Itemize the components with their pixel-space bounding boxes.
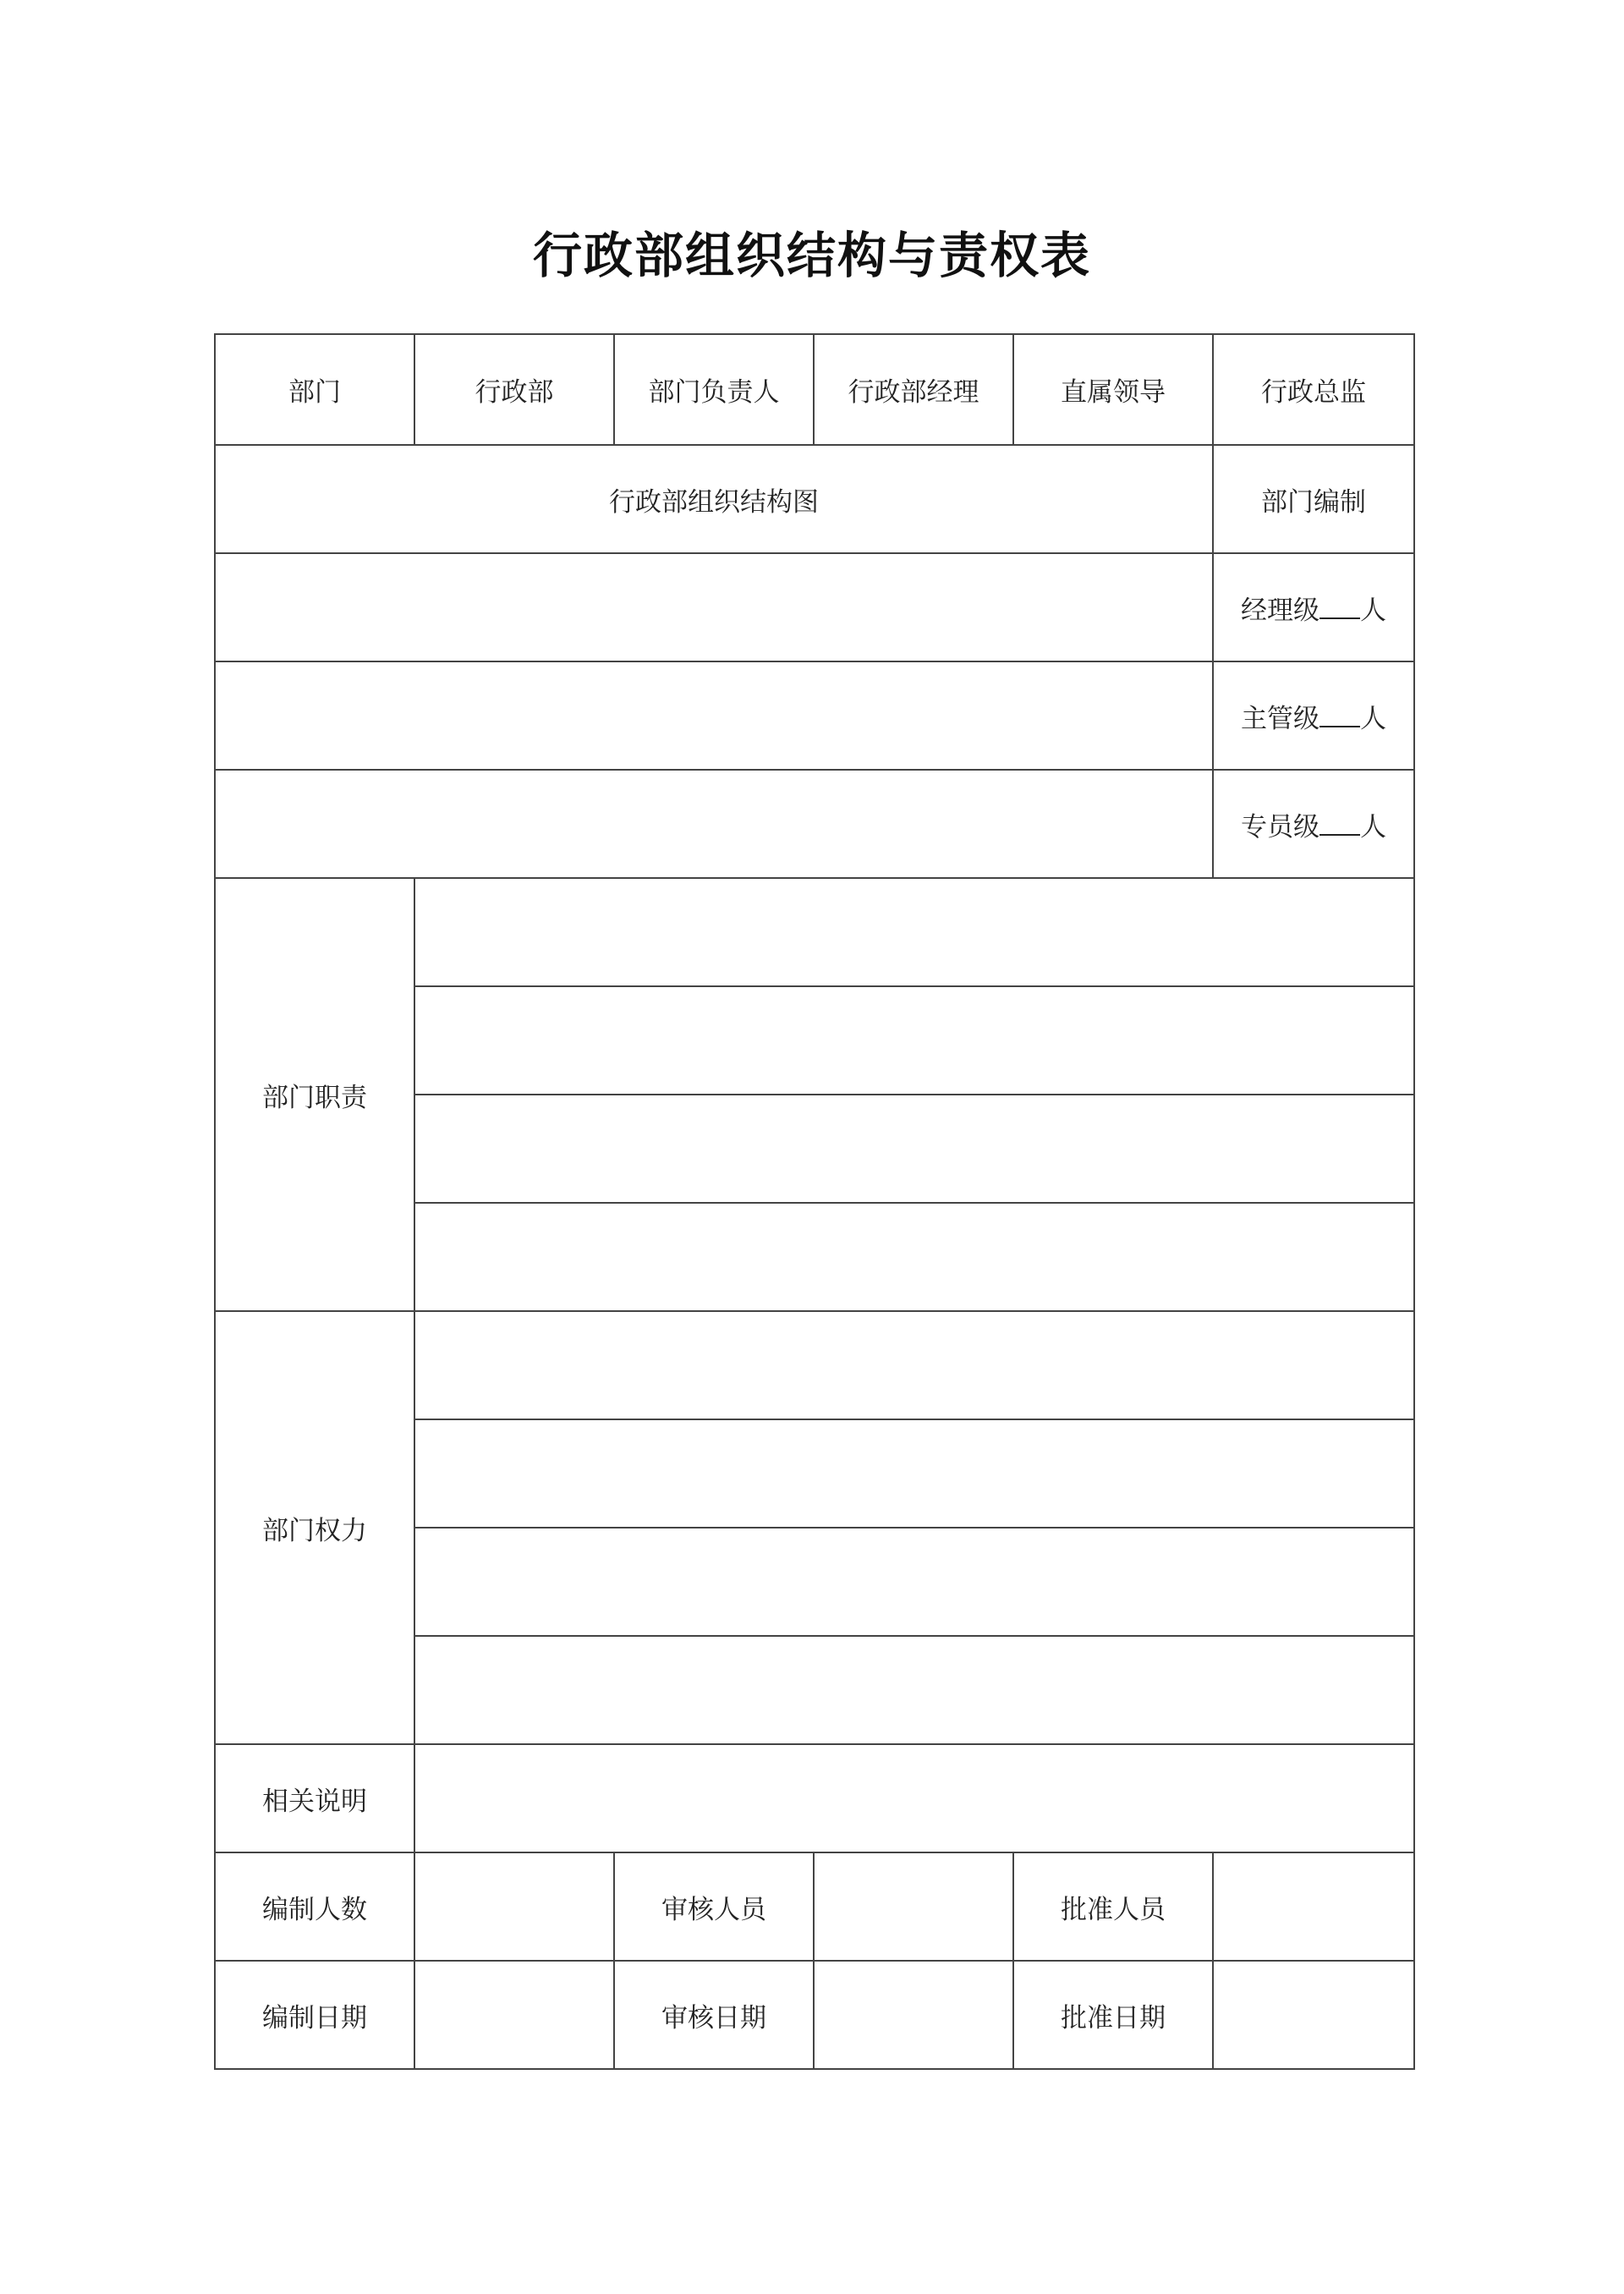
org-chart-area[interactable] [215,770,1213,878]
staffing-label: 部门编制 [1213,445,1414,553]
specialist-level-label: 专员级 [1241,811,1320,842]
manager-staffing[interactable] [1213,553,1414,661]
review-date-value[interactable] [814,1961,1013,2069]
approve-date-value[interactable] [1213,1961,1414,2069]
approver-value[interactable] [1213,1852,1414,1961]
org-chart-area[interactable] [215,553,1213,661]
specialist-staffing[interactable] [1213,770,1414,878]
power-entry[interactable] [414,1528,1414,1636]
dept-head-value[interactable]: 行政部经理 [814,334,1013,445]
review-date-label: 审核日期 [614,1961,814,2069]
dept-label: 部门 [215,334,414,445]
manager-unit: 人 [1360,595,1386,626]
supervisor-level-label: 主管级 [1241,703,1320,734]
notes-entry[interactable] [414,1744,1414,1852]
org-chart-area[interactable] [215,661,1213,770]
dept-value[interactable]: 行政部 [414,334,614,445]
manager-count-blank[interactable] [1320,591,1360,619]
approver-label: 批准人员 [1013,1852,1213,1961]
supervisor-count-blank[interactable] [1320,700,1360,727]
duty-entry[interactable] [414,878,1414,986]
manager-level-label: 经理级 [1241,595,1320,626]
direct-leader-value[interactable]: 行政总监 [1213,334,1414,445]
powers-label: 部门权力 [215,1311,414,1744]
org-chart-label: 行政部组织结构图 [215,445,1213,553]
power-entry[interactable] [414,1636,1414,1744]
power-entry[interactable] [414,1311,1414,1419]
duty-entry[interactable] [414,1095,1414,1203]
duty-entry[interactable] [414,1203,1414,1311]
supervisor-staffing[interactable] [1213,661,1414,770]
compile-date-label: 编制日期 [215,1961,414,2069]
power-entry[interactable] [414,1419,1414,1528]
dept-head-label: 部门负责人 [614,334,814,445]
staff-count-value[interactable] [414,1852,614,1961]
direct-leader-label: 直属领导 [1013,334,1213,445]
specialist-unit: 人 [1360,811,1386,842]
staff-count-label: 编制人数 [215,1852,414,1961]
notes-label: 相关说明 [215,1744,414,1852]
duties-label: 部门职责 [215,878,414,1311]
supervisor-unit: 人 [1360,703,1386,734]
reviewer-label: 审核人员 [614,1852,814,1961]
responsibility-form [214,333,1415,2070]
reviewer-value[interactable] [814,1852,1013,1961]
specialist-count-blank[interactable] [1320,808,1360,836]
compile-date-value[interactable] [414,1961,614,2069]
approve-date-label: 批准日期 [1013,1961,1213,2069]
duty-entry[interactable] [414,986,1414,1095]
page-title: 行政部组织结构与责权表 [532,227,1091,284]
